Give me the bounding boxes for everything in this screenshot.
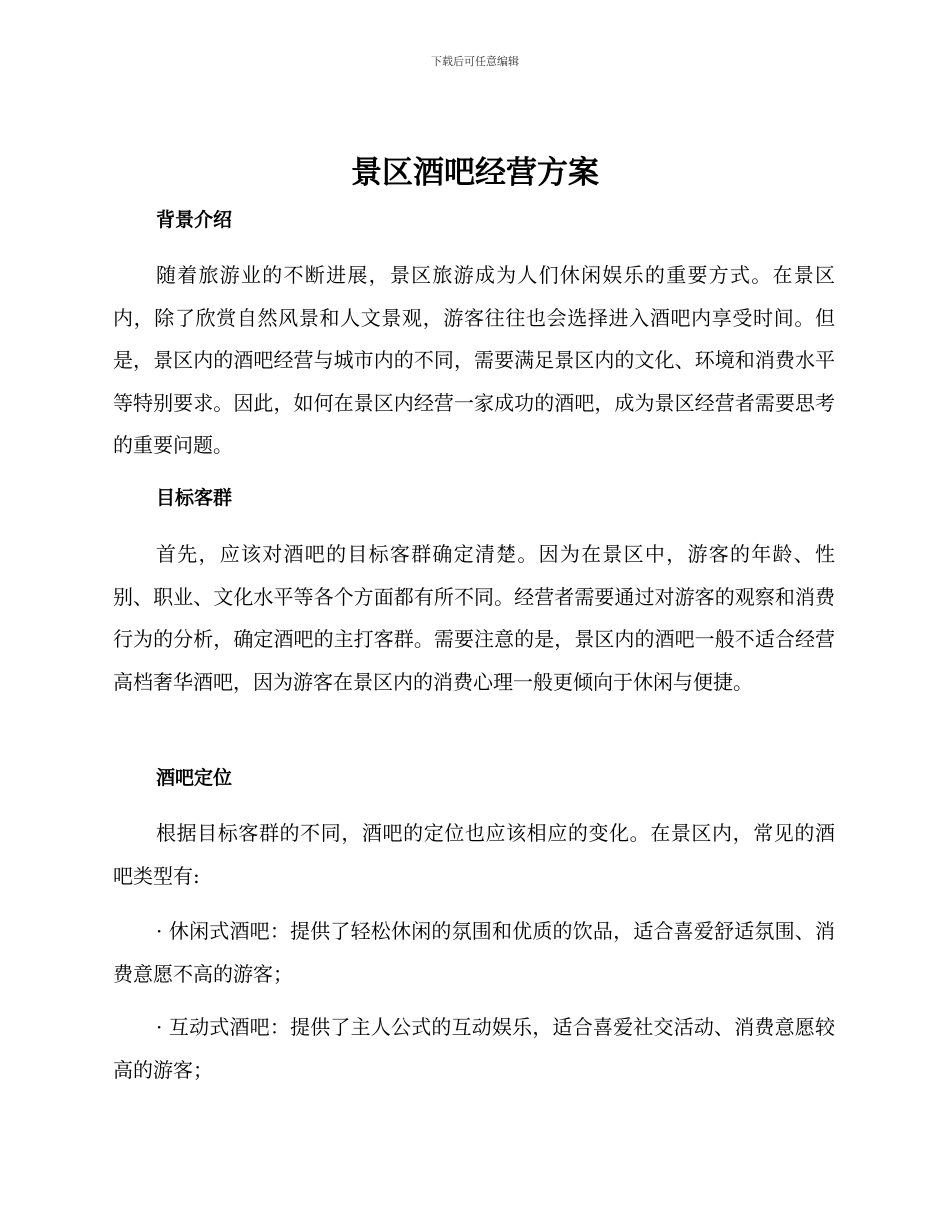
section-heading-positioning: 酒吧定位	[156, 767, 233, 789]
section-heading-target: 目标客群	[156, 487, 233, 509]
section-target-body	[113, 533, 835, 703]
paragraph-positioning: 根据目标客群的不同，酒吧的定位也应该相应的变化。在景区内，常见的酒吧类型有:	[113, 821, 835, 888]
page-header-note: 下载后可任意编辑	[431, 55, 519, 68]
list-item: · 互动式酒吧：提供了主人公式的互动娱乐，适合喜爱社交活动、消费意愿较高的游客；	[113, 1015, 835, 1082]
section-positioning-body	[113, 812, 835, 897]
section-target	[113, 482, 835, 514]
section-positioning	[113, 762, 835, 794]
paragraph-background: 随着旅游业的不断进展，景区旅游成为人们休闲娱乐的重要方式。在景区内，除了欣赏自然风景和人文景观，游客往往也会选择进入酒吧内享受时间。但是，景区内的酒吧经营与城市内的不同，需要满足景区内的文化、环境和消费水平等特别要求。因此，如何在景区内经营一家成功的酒吧，成为景区经营者需要思考的重要问题。	[113, 263, 835, 457]
paragraph-target: 首先，应该对酒吧的目标客群确定清楚。因为在景区中，游客的年龄、性别、职业、文化水平等各个方面都有所不同。经营者需要通过对游客的观察和消费行为的分析，确定酒吧的主打客群。需要注意的是，景区内的酒吧一般不适合经营高档奢华酒吧，因为游客在景区内的消费心理一般更倾向于休闲与便捷。	[113, 542, 835, 694]
section-heading-background: 背景介绍	[156, 209, 233, 231]
document-title: 景区酒吧经营方案	[351, 155, 599, 191]
list-item-interactive-bar	[113, 1006, 835, 1091]
list-item: · 休闲式酒吧：提供了轻松休闲的氛围和优质的饮品，适合喜爱舒适氛围、消费意愿不高的游客；	[113, 919, 835, 986]
list-item-leisure-bar	[113, 910, 835, 995]
section-background	[113, 204, 835, 236]
section-background-body	[113, 254, 835, 467]
